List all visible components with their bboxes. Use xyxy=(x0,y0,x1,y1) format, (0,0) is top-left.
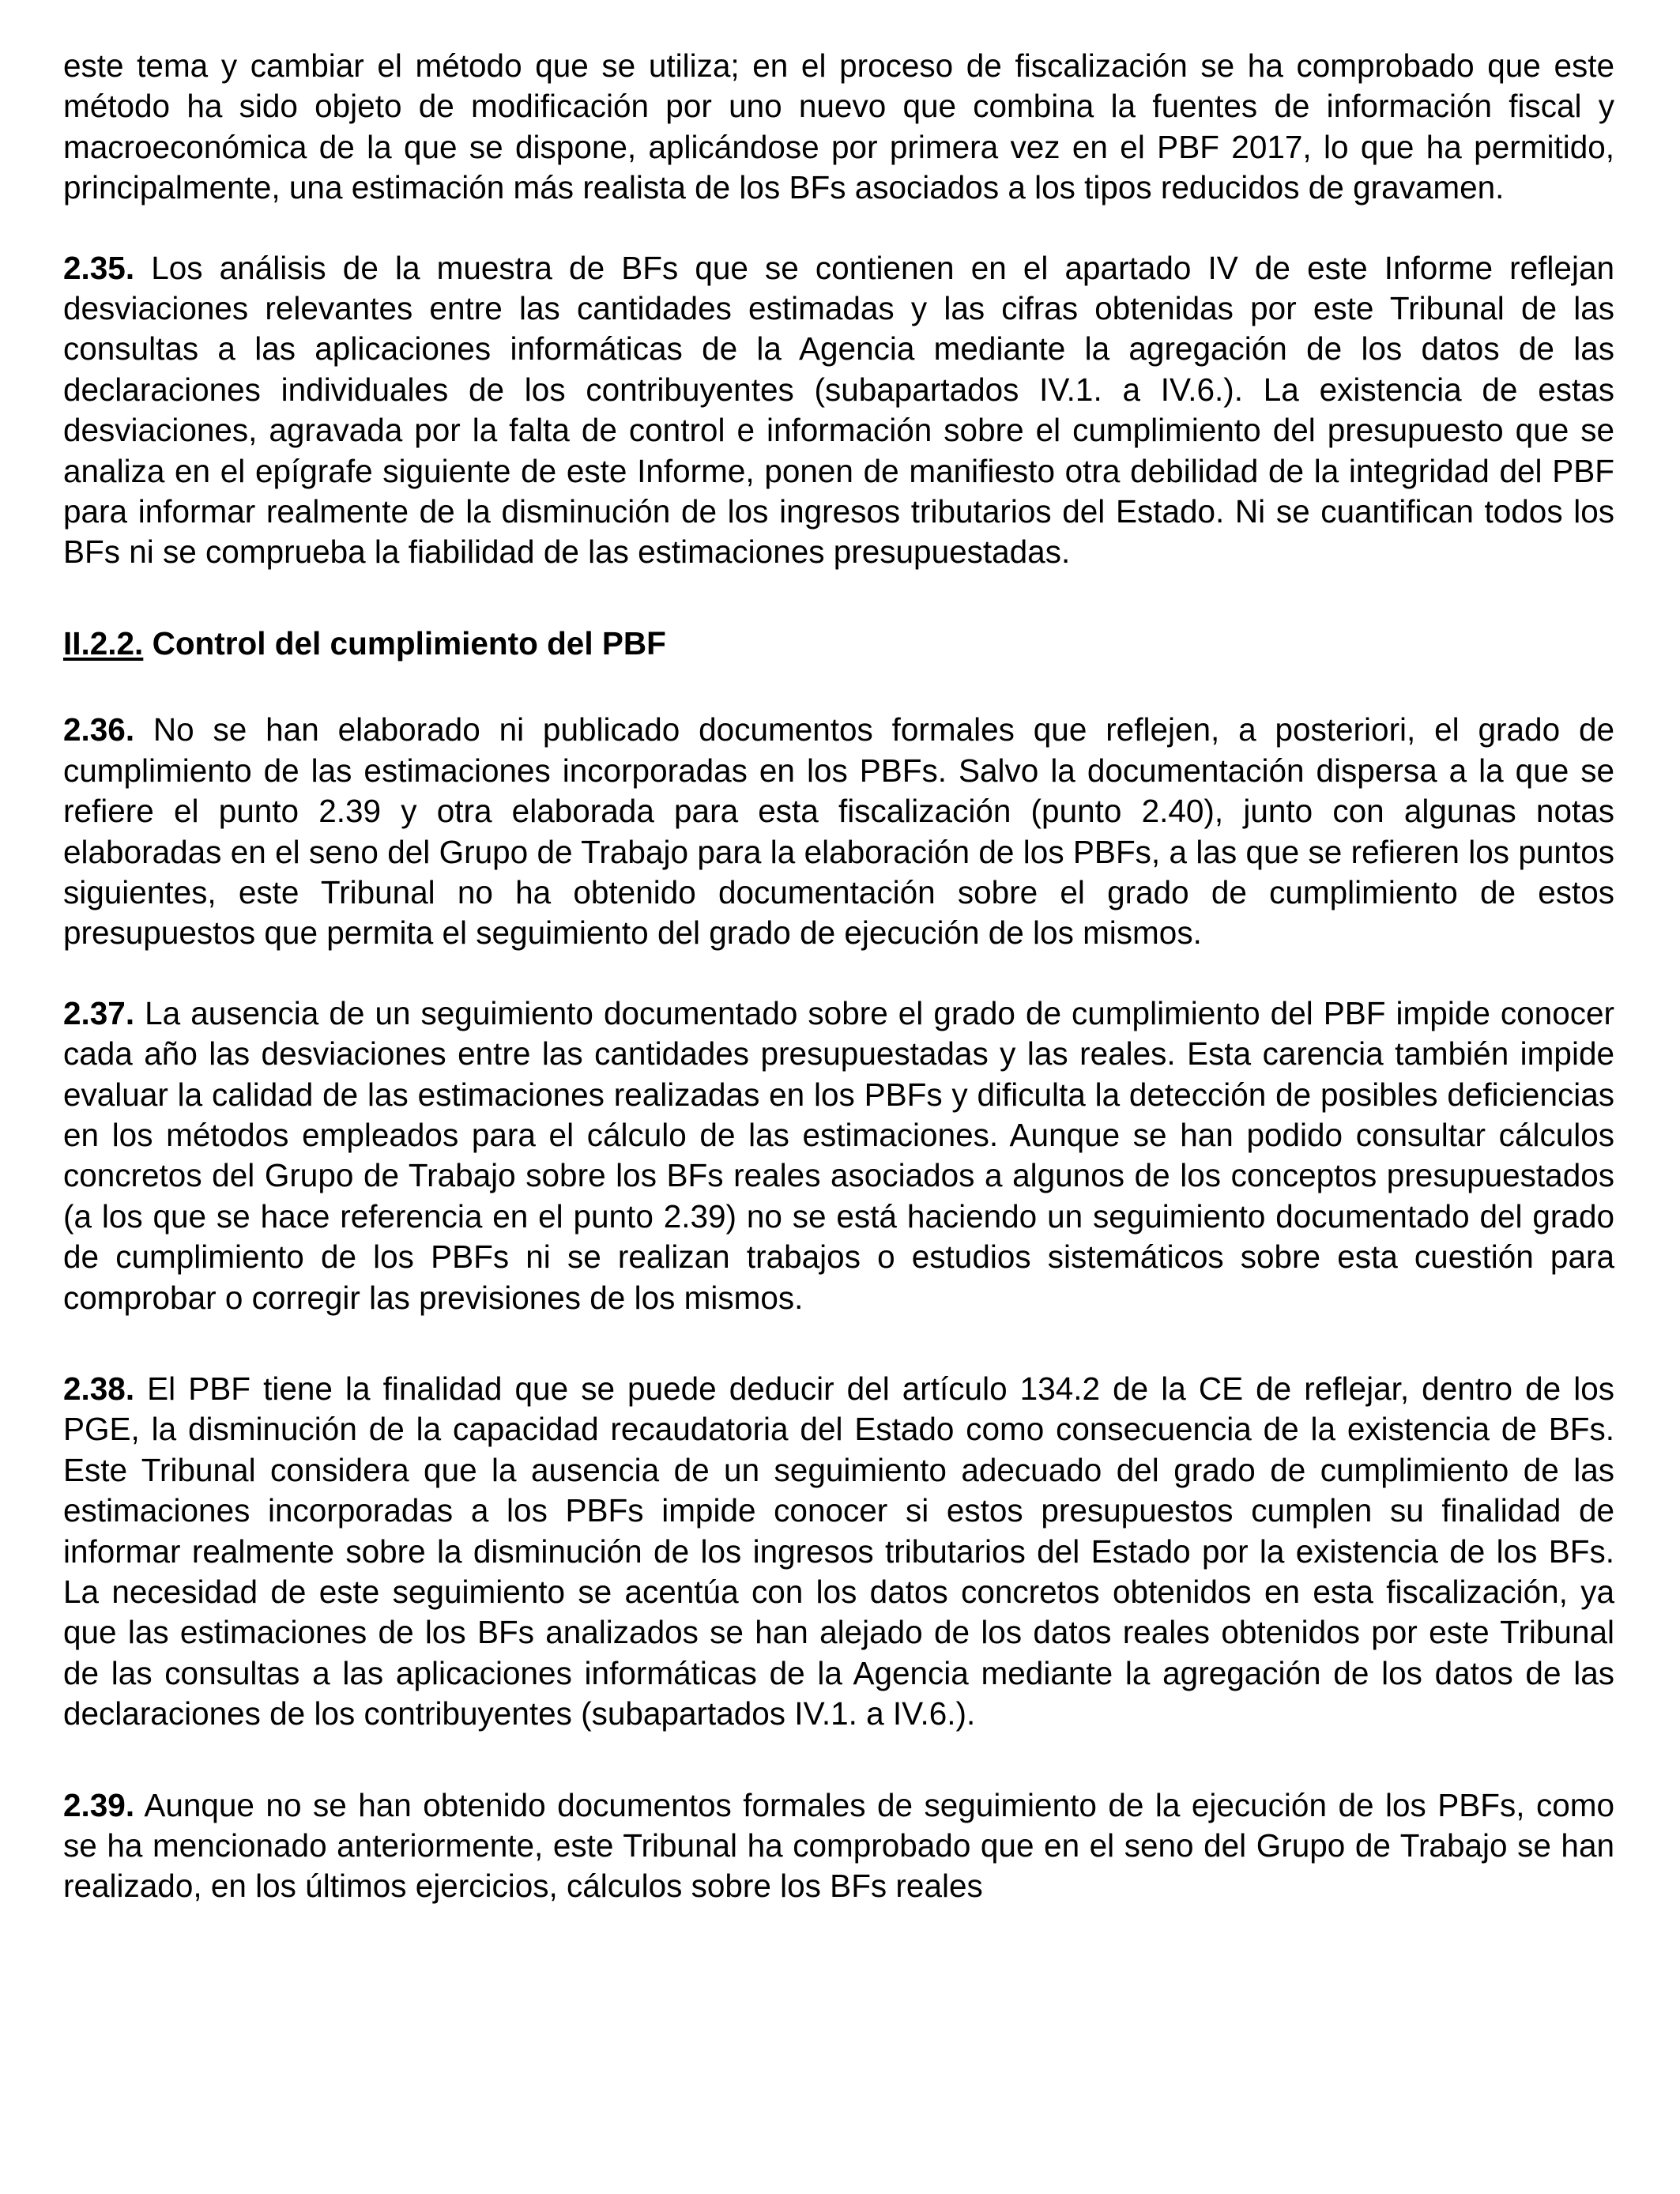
paragraph-text: No se han elaborado ni publicado documentos formales que reflejen, a posteriori, el grado de cumplimiento de las estimaciones incorporadas en los PBFs. Salvo la documentación dispersa a la que se refiere el punto 2.39 y otra elaborada para esta fiscalización (punto 2.40), junto con algunas notas elaboradas en el seno del Grupo de Trabajo para la elaboración de los PBFs, a las que se refieren los puntos siguientes, este Tribunal no ha obtenido documentación sobre el grado de cumplimiento de estos presupuestos que permita el seguimiento del grado de ejecución de los mismos. xyxy=(63,711,1614,952)
paragraph-number: 2.38. xyxy=(63,1370,135,1407)
paragraph-2-37 xyxy=(63,993,1614,1318)
paragraph-text: El PBF tiene la finalidad que se puede deducir del artículo 134.2 de la CE de reflejar, dentro de los PGE, la disminución de la capacidad recaudatoria del Estado como consecuencia de la existencia de BFs. Este Tribunal considera que la ausencia de un seguimiento adecuado del grado de cumplimiento de las estimaciones incorporadas a los PBFs impide conocer si estos presupuestos cumplen su finalidad de informar realmente sobre la disminución de los ingresos tributarios del Estado por la existencia de los BFs. La necesidad de este seguimiento se acentúa con los datos concretos obtenidos en esta fiscalización, ya que las estimaciones de los BFs analizados se han alejado de los datos reales obtenidos por este Tribunal de las consultas a las aplicaciones informáticas de la Agencia mediante la agregación de los datos de las declaraciones de los contribuyentes (subapartados IV.1. a IV.6.). xyxy=(63,1370,1614,1732)
paragraph-text: Aunque no se han obtenido documentos formales de seguimiento de la ejecución de los PBFs, como se ha mencionado anteriormente, este Tribunal ha comprobado que en el seno del Grupo de Trabajo se han realizado, en los últimos ejercicios, cálculos sobre los BFs reales xyxy=(63,1786,1614,1905)
paragraph-2-38 xyxy=(63,1369,1614,1735)
paragraph-number: 2.36. xyxy=(63,711,135,748)
paragraph-2-39 xyxy=(63,1785,1614,1907)
paragraph-2-36 xyxy=(63,710,1614,953)
section-title: Control del cumplimiento del PBF xyxy=(143,624,666,662)
section-number: II.2.2. xyxy=(63,624,144,662)
paragraph-number: 2.39. xyxy=(63,1786,135,1823)
section-heading xyxy=(63,624,1614,664)
paragraph-intro xyxy=(63,46,1614,209)
paragraph-2-35 xyxy=(63,248,1614,573)
paragraph-number: 2.35. xyxy=(63,249,135,286)
paragraph-text: este tema y cambiar el método que se utiliza; en el proceso de fiscalización se ha comprobado que este método ha sido objeto de modificación por uno nuevo que combina la fuentes de información fiscal y macroeconómica de la que se dispone, aplicándose por primera vez en el PBF 2017, lo que ha permitido, principalmente, una estimación más realista de los BFs asociados a los tipos reducidos de gravamen. xyxy=(63,47,1614,206)
paragraph-number: 2.37. xyxy=(63,994,135,1031)
paragraph-text: Los análisis de la muestra de BFs que se contienen en el apartado IV de este Informe reflejan desviaciones relevantes entre las cantidades estimadas y las cifras obtenidas por este Tribunal de las consultas a las aplicaciones informáticas de la Agencia mediante la agregación de los datos de las declaraciones individuales de los contribuyentes (subapartados IV.1. a IV.6.). La existencia de estas desviaciones, agravada por la falta de control e información sobre el cumplimiento del presupuesto que se analiza en el epígrafe siguiente de este Informe, ponen de manifiesto otra debilidad de la integridad del PBF para informar realmente de la disminución de los ingresos tributarios del Estado. Ni se cuantifican todos los BFs ni se comprueba la fiabilidad de las estimaciones presupuestadas. xyxy=(63,249,1614,571)
paragraph-text: La ausencia de un seguimiento documentado sobre el grado de cumplimiento del PBF impide conocer cada año las desviaciones entre las cantidades presupuestadas y las reales. Esta carencia también impide evaluar la calidad de las estimaciones realizadas en los PBFs y dificulta la detección de posibles deficiencias en los métodos empleados para el cálculo de las estimaciones. Aunque se han podido consultar cálculos concretos del Grupo de Trabajo sobre los BFs reales asociados a algunos de los conceptos presupuestados (a los que se hace referencia en el punto 2.39) no se está haciendo un seguimiento documentado del grado de cumplimiento de los PBFs ni se realizan trabajos o estudios sistemáticos sobre esta cuestión para comprobar o corregir las previsiones de los mismos. xyxy=(63,994,1614,1316)
